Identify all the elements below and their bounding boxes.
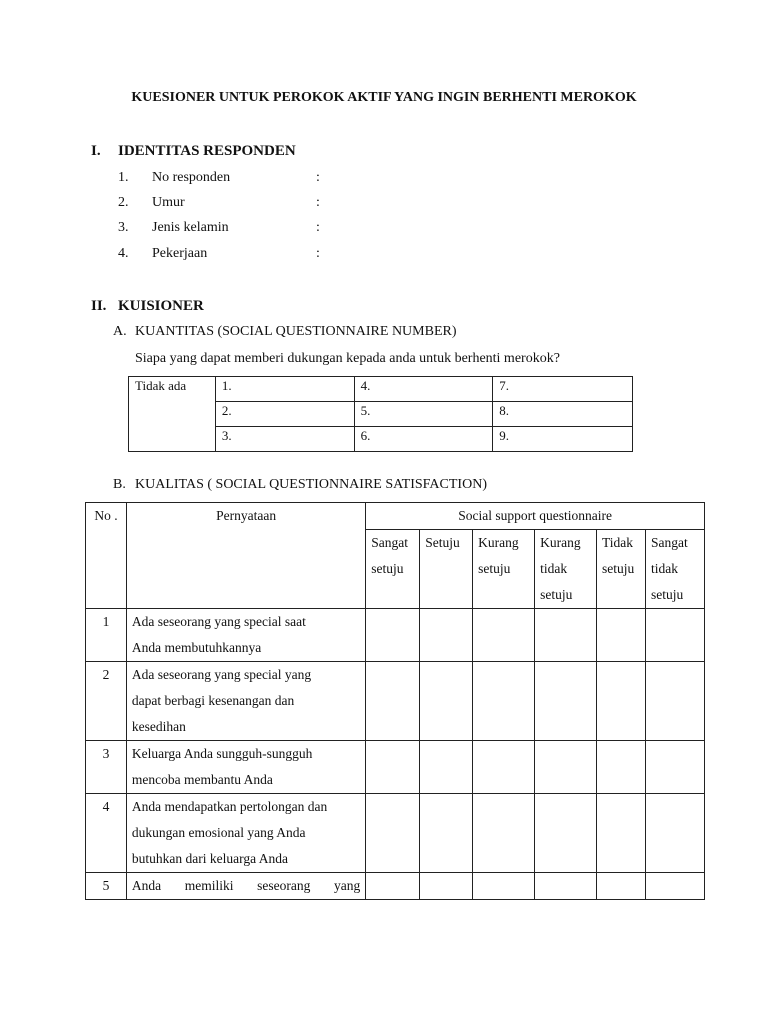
answer-cell[interactable] <box>597 662 646 741</box>
answer-cell[interactable] <box>473 794 535 873</box>
statement-line: dapat berbagi kesenangan dan <box>131 693 295 708</box>
scale-label: setuju <box>478 561 511 576</box>
scale-label: Sangat <box>651 535 688 550</box>
column-statement-header: Pernyataan <box>126 503 365 609</box>
scale-header-sangat-tidak-setuju <box>646 530 705 609</box>
scale-label: Kurang <box>540 535 581 550</box>
scale-header-kurang-setuju <box>473 530 535 609</box>
part-b-heading: KUALITAS ( SOCIAL QUESTIONNAIRE SATISFACTION) <box>135 477 487 492</box>
scale-label: setuju <box>651 587 684 602</box>
option-cell[interactable]: 3. <box>215 427 354 452</box>
scale-label: tidak <box>651 561 678 576</box>
option-cell[interactable]: 5. <box>354 402 493 427</box>
answer-cell[interactable] <box>597 794 646 873</box>
option-cell[interactable]: 1. <box>215 377 354 402</box>
scale-header-tidak-setuju <box>597 530 646 609</box>
statement-line: Anda membutuhkannya <box>131 640 262 655</box>
part-a-label: A. <box>113 324 127 339</box>
answer-cell[interactable] <box>597 609 646 662</box>
part-a-question: Siapa yang dapat memberi dukungan kepada anda untuk berhenti merokok? <box>135 351 560 366</box>
document-title: KUESIONER UNTUK PEROKOK AKTIF YANG INGIN BERHENTI MEROKOK <box>131 90 637 105</box>
answer-cell[interactable] <box>535 741 597 794</box>
answer-cell[interactable] <box>420 609 473 662</box>
option-cell[interactable]: 6. <box>354 427 493 452</box>
answer-cell[interactable] <box>535 794 597 873</box>
answer-cell[interactable] <box>366 609 420 662</box>
option-cell[interactable]: 2. <box>215 402 354 427</box>
statement-line: Anda memiliki seseorang yang <box>131 878 361 893</box>
row-number: 4 <box>86 794 127 873</box>
row-statement <box>126 794 365 873</box>
answer-cell[interactable] <box>366 662 420 741</box>
answer-cell[interactable] <box>473 609 535 662</box>
field-number: 1. <box>118 170 129 185</box>
answer-cell[interactable] <box>646 873 705 900</box>
column-no-header: No . <box>86 503 127 609</box>
option-cell[interactable]: 4. <box>354 377 493 402</box>
answer-cell[interactable] <box>473 873 535 900</box>
field-label-pekerjaan: Pekerjaan <box>152 246 208 261</box>
table-row <box>86 873 705 900</box>
quality-table <box>85 502 705 900</box>
section-2-number: II. <box>91 298 107 314</box>
answer-cell[interactable] <box>420 873 473 900</box>
field-input-umur[interactable]: : <box>316 195 320 210</box>
scale-label: setuju <box>602 561 635 576</box>
answer-cell[interactable] <box>420 794 473 873</box>
statement-line: butuhkan dari keluarga Anda <box>131 851 289 866</box>
statement-line: kesedihan <box>131 719 186 734</box>
statement-line: Ada seseorang yang special yang <box>131 667 312 682</box>
answer-cell[interactable] <box>646 794 705 873</box>
scale-label: tidak <box>540 561 568 576</box>
answer-cell[interactable] <box>420 662 473 741</box>
answer-cell[interactable] <box>366 873 420 900</box>
scale-label: setuju <box>371 561 404 576</box>
field-label-no-responden: No responden <box>152 170 231 185</box>
scale-label: Setuju <box>425 535 460 550</box>
answer-cell[interactable] <box>473 741 535 794</box>
row-statement <box>126 741 365 794</box>
row-statement <box>126 873 365 900</box>
answer-cell[interactable] <box>646 741 705 794</box>
answer-cell[interactable] <box>597 741 646 794</box>
table-row <box>86 741 705 794</box>
field-number: 3. <box>118 220 129 235</box>
option-cell[interactable]: 8. <box>493 402 633 427</box>
answer-cell[interactable] <box>420 741 473 794</box>
scale-label: Sangat <box>371 535 408 550</box>
option-none-cell[interactable]: Tidak ada <box>129 377 216 452</box>
option-cell[interactable]: 7. <box>493 377 633 402</box>
scale-header-kurang-tidak-setuju <box>535 530 597 609</box>
scale-label: setuju <box>540 587 573 602</box>
answer-cell[interactable] <box>473 662 535 741</box>
table-row <box>86 794 705 873</box>
scale-label: Kurang <box>478 535 519 550</box>
part-b-label: B. <box>113 477 126 492</box>
scale-header-sangat-setuju <box>366 530 420 609</box>
row-number: 2 <box>86 662 127 741</box>
section-1-heading: IDENTITAS RESPONDEN <box>118 143 296 159</box>
statement-line: dukungan emosional yang Anda <box>131 825 306 840</box>
section-2-heading: KUISIONER <box>118 298 204 314</box>
field-input-pekerjaan[interactable]: : <box>316 246 320 261</box>
statement-line: Anda mendapatkan pertolongan dan <box>131 799 328 814</box>
statement-line: mencoba membantu Anda <box>131 772 273 787</box>
answer-cell[interactable] <box>366 794 420 873</box>
scale-header-setuju <box>420 530 473 609</box>
row-statement <box>126 662 365 741</box>
quantity-table <box>128 376 633 452</box>
column-group-header: Social support questionnaire <box>366 503 705 530</box>
option-cell[interactable]: 9. <box>493 427 633 452</box>
scale-label: Tidak <box>602 535 634 550</box>
row-number: 3 <box>86 741 127 794</box>
answer-cell[interactable] <box>366 741 420 794</box>
answer-cell[interactable] <box>535 662 597 741</box>
answer-cell[interactable] <box>646 609 705 662</box>
section-1-number: I. <box>91 143 101 159</box>
row-number: 5 <box>86 873 127 900</box>
answer-cell[interactable] <box>535 873 597 900</box>
statement-line: Keluarga Anda sungguh-sungguh <box>131 746 313 761</box>
table-row <box>86 662 705 741</box>
field-label-umur: Umur <box>152 195 185 210</box>
part-a-heading: KUANTITAS (SOCIAL QUESTIONNAIRE NUMBER) <box>135 324 457 339</box>
statement-line: Ada seseorang yang special saat <box>131 614 306 629</box>
answer-cell[interactable] <box>597 873 646 900</box>
row-statement <box>126 609 365 662</box>
answer-cell[interactable] <box>535 609 597 662</box>
table-row <box>86 609 705 662</box>
field-number: 2. <box>118 195 129 210</box>
field-number: 4. <box>118 246 129 261</box>
field-label-jenis-kelamin: Jenis kelamin <box>152 220 229 235</box>
row-number: 1 <box>86 609 127 662</box>
field-input-jenis-kelamin[interactable]: : <box>316 220 320 235</box>
answer-cell[interactable] <box>646 662 705 741</box>
field-input-no-responden[interactable]: : <box>316 170 320 185</box>
